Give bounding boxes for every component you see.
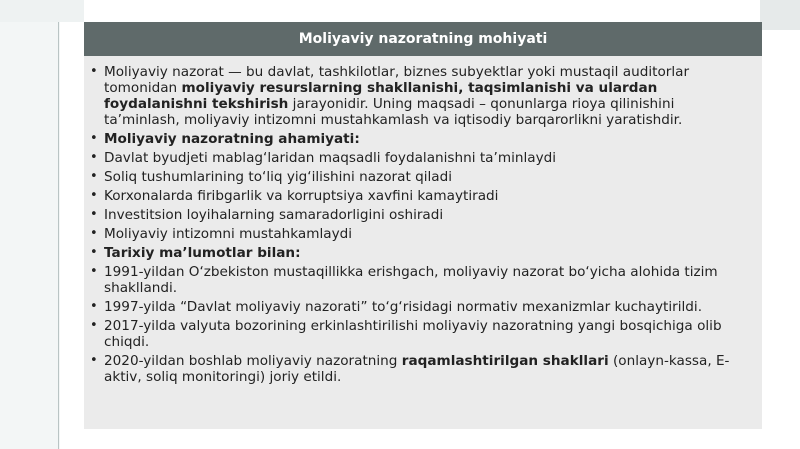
importance-item-text: Davlat byudjeti mablag‘laridan maqsadli foydalanishni ta’minlaydi: [104, 150, 557, 166]
history-item-text: 1997-yilda “Davlat moliyaviy nazorati” to‘g‘risidagi normativ mexanizmlar kuchaytirildi.: [104, 299, 703, 315]
definition-text-bold: moliyaviy resurslarning shakllanishi, taqsimlanishi va ulardan foydalanishni tekshirish: [104, 80, 658, 112]
importance-item-text: Korxonalarda firibgarlik va korruptsiya xavfini kamaytiradi: [104, 188, 499, 204]
bullet-icon: •: [90, 318, 98, 333]
bullet-icon: •: [90, 226, 98, 241]
list-item: [90, 207, 752, 223]
bullet-icon: •: [90, 131, 98, 146]
importance-heading: Moliyaviy nazoratning ahamiyati:: [104, 131, 360, 147]
list-item: [90, 150, 752, 166]
list-item: [90, 318, 752, 350]
list-item: [90, 264, 752, 296]
list-item: [90, 188, 752, 204]
history-item-text: 1991-yildan O‘zbekiston mustaqillikka erishgach, moliyaviy nazorat bo‘yicha alohida tizim shakllandi.: [104, 264, 718, 296]
background-left-band: [0, 0, 60, 449]
last-item-bold: raqamlashtirilgan shakllari: [401, 353, 609, 369]
content-list: [90, 64, 752, 388]
list-item: [90, 169, 752, 185]
list-item: [90, 353, 752, 385]
list-item: [90, 299, 752, 315]
history-heading: Tarixiy ma’lumotlar bilan:: [104, 245, 301, 261]
bullet-icon: •: [90, 353, 98, 368]
bullet-icon: •: [90, 264, 98, 279]
bullet-icon: •: [90, 64, 98, 79]
importance-heading-item: [90, 131, 752, 147]
bullet-icon: •: [90, 150, 98, 165]
history-heading-item: [90, 245, 752, 261]
bullet-icon: •: [90, 207, 98, 222]
title-bar: [84, 22, 762, 56]
definition-text-part1: Moliyaviy nazorat — bu davlat, tashkilotlar, biznes subyektlar yoki mustaqil auditorlar tomonidan: [104, 64, 690, 96]
bullet-icon: •: [90, 299, 98, 314]
definition-item: [90, 64, 752, 128]
slide-title: Moliyaviy nazoratning mohiyati: [298, 31, 548, 47]
bullet-icon: •: [90, 188, 98, 203]
importance-item-text: Investitsion loyihalarning samaradorligini oshiradi: [104, 207, 444, 223]
background-top-right-shape: [760, 0, 800, 30]
importance-item-text: Soliq tushumlarining to‘liq yig‘ilishini nazorat qiladi: [104, 169, 453, 185]
last-item-part1: 2020-yildan boshlab moliyaviy nazoratning: [104, 353, 402, 369]
background-top-left-shape: [0, 0, 84, 22]
slide: [84, 22, 762, 429]
last-item-part2: (onlayn-kassa, E-aktiv, soliq monitoringi) joriy etildi.: [104, 353, 730, 385]
importance-item-text: Moliyaviy intizomni mustahkamlaydi: [104, 226, 353, 242]
bullet-icon: •: [90, 169, 98, 184]
background-divider-line: [58, 0, 59, 449]
bullet-icon: •: [90, 245, 98, 260]
list-item: [90, 226, 752, 242]
definition-text-part2: jarayonidir. Uning maqsadi – qonunlarga rioya qilinishini ta’minlash, moliyaviy intizomni mustahkamlash va iqtisodiy barqarorlikni yaratishdir.: [104, 96, 683, 128]
history-item-text: 2017-yilda valyuta bozorining erkinlashtirilishi moliyaviy nazoratning yangi bosqichiga olib chiqdi.: [104, 318, 722, 350]
